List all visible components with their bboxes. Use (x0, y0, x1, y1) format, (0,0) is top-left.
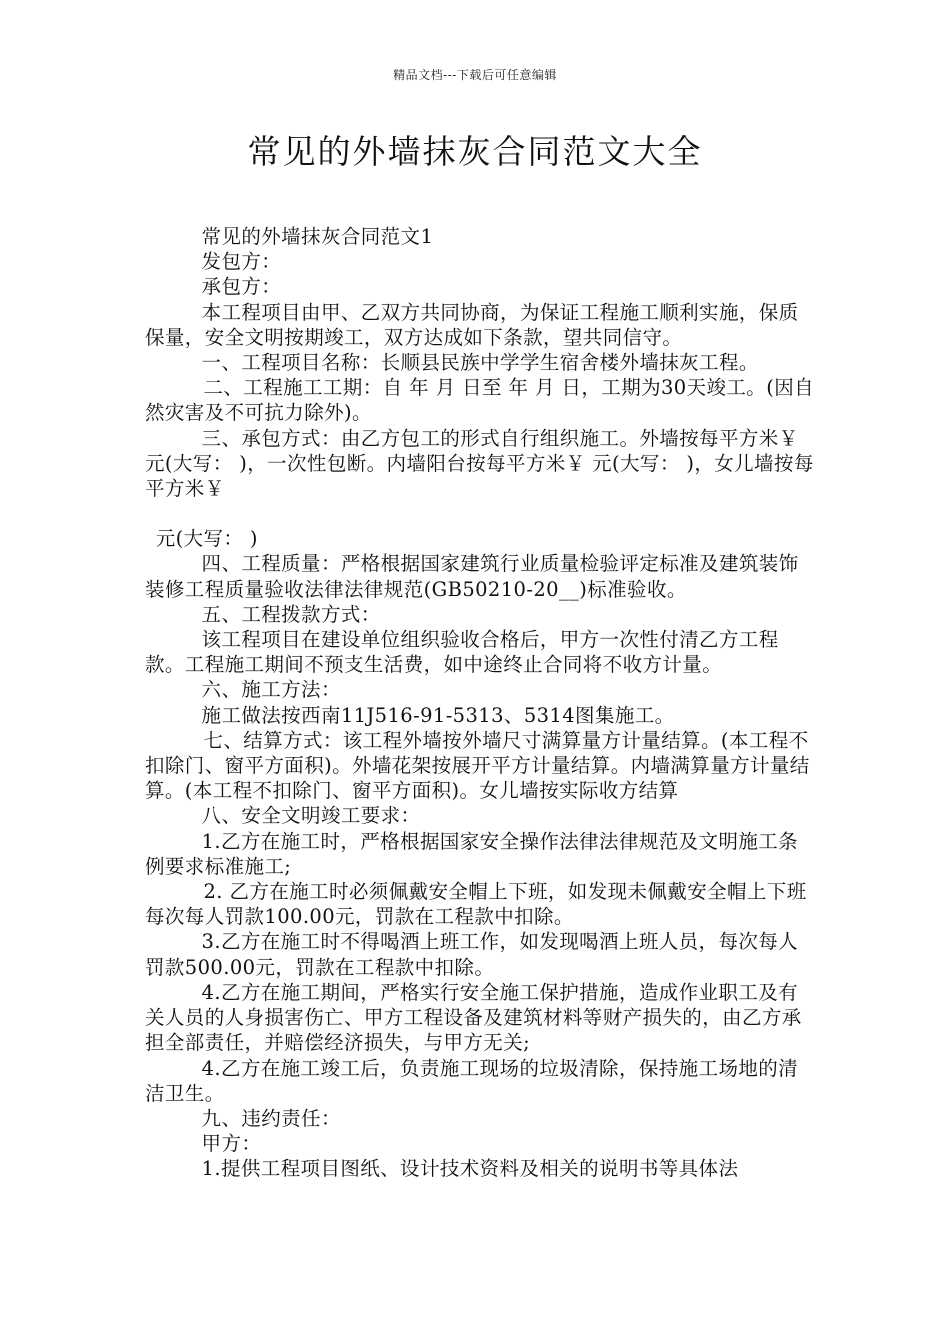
paragraph-employer: 发包方： (201, 250, 282, 274)
paragraph-clause-8: 八、安全文明竣工要求： (201, 804, 421, 828)
paragraph-clause-8-item-1: 1.乙方在施工时，严格根据国家安全操作法律法律规范及文明施工条例要求标准施工; (145, 829, 799, 878)
paragraph-clause-5: 五、工程拨款方式： (201, 602, 381, 626)
paragraph-clause-7: 七、结算方式：该工程外墙按外墙尺寸满算量方计量结算。(本工程不扣除门、窗平方面积)。外墙花架按展开平方计量结算。内墙满算量方计量结算。(本工程不扣除门、窗平方面积)。女儿墙按实际收方结算 (145, 728, 810, 803)
paragraph-clause-9: 九、违约责任： (201, 1106, 341, 1130)
paragraph-clause-8-item-3: 3.乙方在施工时不得喝酒上班工作，如发现喝酒上班人员，每次每人罚款500.00元，罚款在工程款中扣除。 (145, 930, 799, 979)
header-note: 精品文档---下载后可任意编辑 (393, 68, 557, 82)
paragraph-clause-2: 二、工程施工工期：自 年 月 日至 年 月 日，工期为30天竣工。(因自然灾害及不可抗力除外)。 (145, 376, 815, 425)
paragraph-clause-1: 一、工程项目名称：长顺县民族中学学生宿舍楼外墙抹灰工程。 (201, 351, 759, 375)
paragraph-party-a: 甲方： (201, 1132, 262, 1156)
paragraph-clause-5-body: 该工程项目在建设单位组织验收合格后，甲方一次性付清乙方工程款。工程施工期间不预支生活费，如中途终止合同将不收方计量。 (145, 628, 779, 677)
paragraph-preamble: 本工程项目由甲、乙双方共同协商，为保证工程施工顺利实施，保质保量，安全文明按期竣工，双方达成如下条款，望共同信守。 (145, 300, 799, 349)
document-title: 常见的外墙抹灰合同范文大全 (247, 132, 703, 171)
paragraph-clause-6-body: 施工做法按西南11J516-91-5313、5314图集施工。 (201, 703, 675, 727)
paragraph-clause-8-item-5: 4.乙方在施工竣工后，负责施工现场的垃圾清除，保持施工场地的清洁卫生。 (145, 1056, 799, 1105)
paragraph-clause-6: 六、施工方法： (201, 678, 341, 702)
paragraph-clause-8-item-4: 4.乙方在施工期间，严格实行安全施工保护措施，造成作业职工及有关人员的人身损害伤亡、甲方工程设备及建筑材料等财产损失的，由乙方承担全部责任，并赔偿经济损失，与甲方无关; (145, 980, 802, 1055)
paragraph-subtitle: 常见的外墙抹灰合同范文1 (201, 225, 434, 248)
paragraph-contractor: 承包方： (201, 275, 282, 299)
document-body (145, 224, 815, 1182)
paragraph-clause-3-continued: 元(大写： ) (155, 527, 258, 551)
paragraph-clause-4: 四、工程质量：严格根据国家建筑行业质量检验评定标准及建筑装饰装修工程质量验收法律法律规范(GB50210-20__)标准验收。 (145, 552, 799, 601)
paragraph-clause-8-item-2: 2. 乙方在施工时必须佩戴安全帽上下班，如发现未佩戴安全帽上下班每次每人罚款100.00元，罚款在工程款中扣除。 (145, 880, 807, 929)
paragraph-clause-3: 三、承包方式：由乙方包工的形式自行组织施工。外墙按每平方米￥ 元(大写： )，一次性包断。内墙阳台按每平方米￥ 元(大写： )，女儿墙按每平方米￥ (145, 426, 814, 501)
paragraph-party-a-item-1: 1.提供工程项目图纸、设计技术资料及相关的说明书等具体法 (201, 1157, 739, 1181)
